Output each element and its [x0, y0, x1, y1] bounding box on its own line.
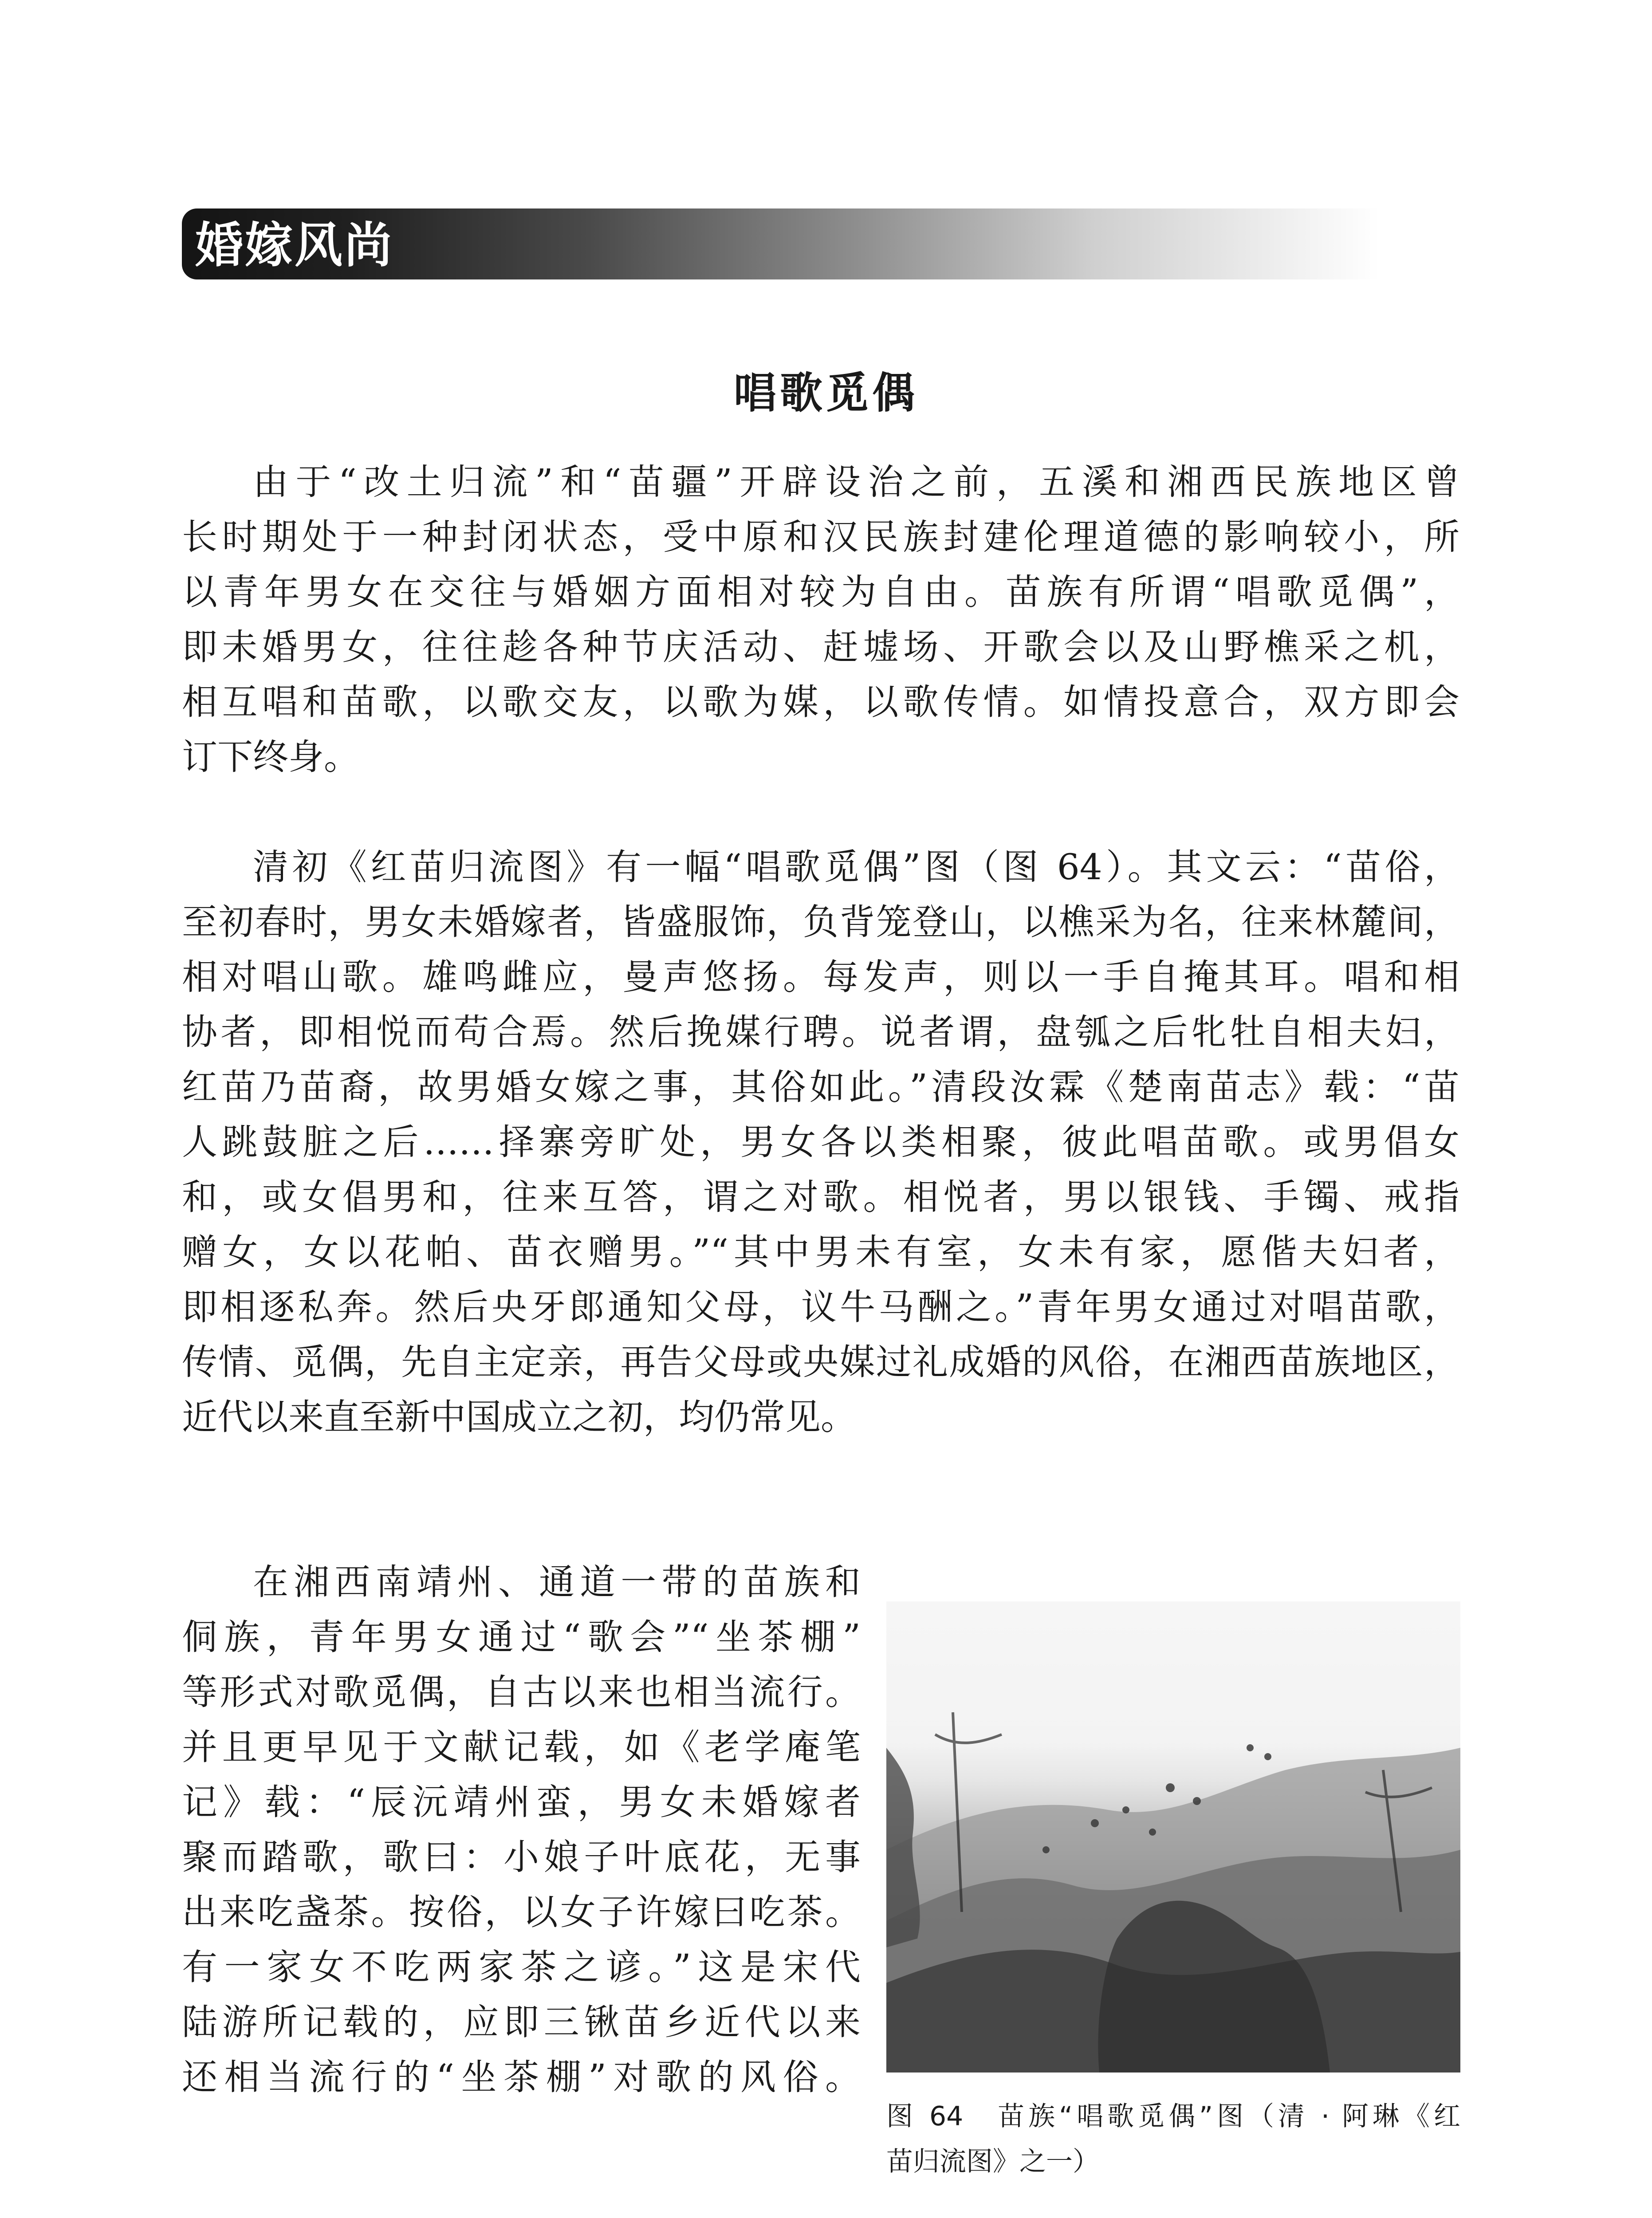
text-line: 传情、觅偶，先自主定亲，再告父母或央媒过礼成婚的风俗，在湘西苗族地区，	[182, 1341, 1459, 1383]
text-line: 和，或女倡男和，往来互答，谓之对歌。相悦者，男以银钱、手镯、戒指	[182, 1176, 1459, 1218]
text-line: 以青年男女在交往与婚姻方面相对较为自由。苗族有所谓“唱歌觅偶”，	[182, 571, 1459, 613]
text-line: 陆游所记载的，应即三锹苗乡近代以来	[182, 2002, 861, 2043]
text-line: 相互唱和苗歌，以歌交友，以歌为媒，以歌传情。如情投意合，双方即会	[182, 681, 1459, 723]
text-line: 聚而踏歌，歌曰：小娘子叶底花，无事	[182, 1837, 861, 1878]
figure-caption	[886, 2094, 1460, 2184]
landscape-painting-image	[886, 1601, 1460, 2072]
text-line: 赠女，女以花帕、苗衣赠男。”“其中男未有室，女未有家，愿偕夫妇者，	[182, 1231, 1459, 1273]
text-line: 长时期处于一种封闭状态，受中原和汉民族封建伦理道德的影响较小，所	[182, 516, 1459, 558]
figure-64-painting	[886, 1601, 1460, 2072]
text-line: 由于“改土归流”和“苗疆”开辟设治之前，五溪和湘西民族地区曾	[253, 461, 1459, 503]
section-banner-title: 婚嫁风尚	[195, 217, 394, 273]
paragraph-2	[182, 840, 1459, 1445]
text-line: 出来吃盏茶。按俗，以女子许嫁曰吃茶。	[182, 1892, 861, 1933]
paragraph-3	[182, 1555, 861, 2105]
text-line: 清初《红苗归流图》有一幅“唱歌觅偶”图（图 64）。其文云：“苗俗，	[253, 846, 1459, 888]
caption-line: 图 64 苗族“唱歌觅偶”图（清 · 阿琳《红	[886, 2101, 1460, 2132]
text-line: 等形式对歌觅偶，自古以来也相当流行。	[182, 1671, 861, 1713]
text-line: 即相逐私奔。然后央牙郎通知父母，议牛马酬之。”青年男女通过对唱苗歌，	[182, 1286, 1459, 1328]
text-line: 红苗乃苗裔，故男婚女嫁之事，其俗如此。”清段汝霖《楚南苗志》载：“苗	[182, 1066, 1459, 1108]
paragraph-1	[182, 455, 1459, 785]
text-line: 有一家女不吃两家茶之谚。”这是宋代	[182, 1947, 861, 1988]
text-line: 还相当流行的“坐茶棚”对歌的风俗。	[182, 2057, 861, 2098]
text-line: 在湘西南靖州、通道一带的苗族和	[253, 1561, 861, 1603]
text-line: 侗族，青年男女通过“歌会”“坐茶棚”	[182, 1616, 861, 1658]
text-line: 订下终身。	[182, 736, 359, 778]
text-line: 记》载：“辰沅靖州蛮，男女未婚嫁者	[182, 1781, 861, 1823]
text-line: 协者，即相悦而苟合焉。然后挽媒行聘。说者谓，盘瓠之后牝牡自相夫妇，	[182, 1011, 1459, 1053]
text-line: 并且更早见于文献记载，如《老学庵笔	[182, 1726, 861, 1768]
text-line: 近代以来直至新中国成立之初，均仍常见。	[182, 1396, 856, 1438]
text-line: 相对唱山歌。雄鸣雌应，曼声悠扬。每发声，则以一手自掩其耳。唱和相	[182, 956, 1459, 998]
text-line: 即未婚男女，往往趁各种节庆活动、赶墟场、开歌会以及山野樵采之机，	[182, 626, 1459, 668]
article-title: 唱歌觅偶	[734, 368, 918, 418]
text-line: 至初春时，男女未婚嫁者，皆盛服饰，负背笼登山，以樵采为名，往来林麓间，	[182, 901, 1459, 943]
caption-line: 苗归流图》之一）	[886, 2146, 1099, 2177]
text-line: 人跳鼓脏之后……择寨旁旷处，男女各以类相聚，彼此唱苗歌。或男倡女	[182, 1121, 1459, 1163]
